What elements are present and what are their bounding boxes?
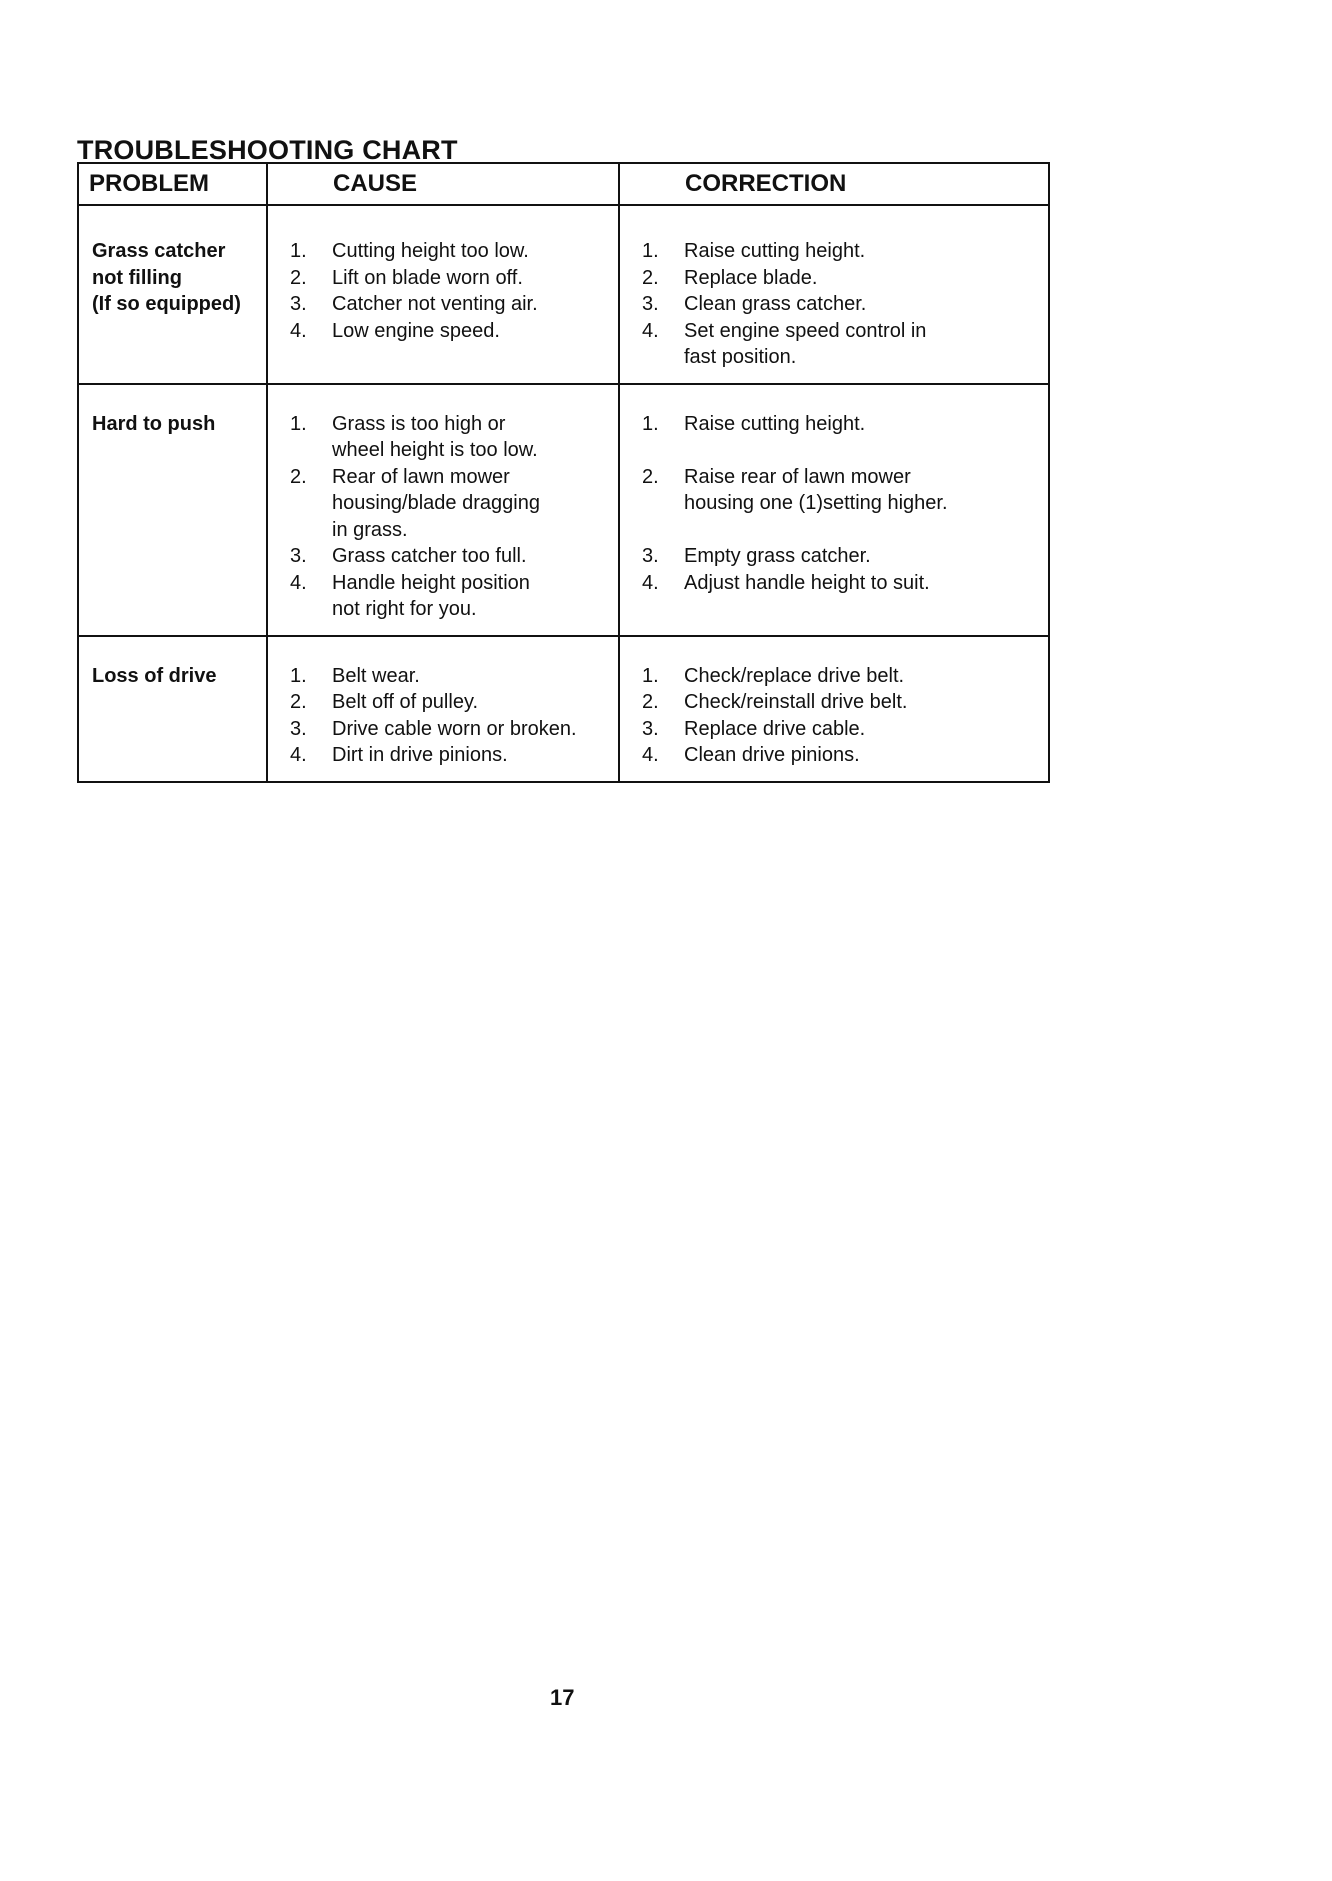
correction-number: 3. bbox=[642, 293, 659, 315]
cause-item bbox=[290, 318, 618, 345]
cause-number: 3. bbox=[290, 545, 307, 567]
table-header-row bbox=[78, 163, 1049, 205]
page-title: TROUBLESHOOTING CHART bbox=[77, 135, 458, 165]
page-number: 17 bbox=[550, 1685, 575, 1710]
cause-text bbox=[332, 291, 618, 318]
cause-cell bbox=[267, 384, 619, 636]
cause-line: housing/blade dragging bbox=[332, 492, 540, 514]
cause-item bbox=[290, 742, 618, 769]
problem-cell bbox=[78, 384, 267, 636]
correction-line: Raise cutting height. bbox=[684, 240, 866, 262]
correction-text bbox=[684, 411, 1048, 464]
correction-cell bbox=[619, 384, 1049, 636]
correction-number: 1. bbox=[642, 412, 659, 435]
correction-number: 4. bbox=[642, 744, 659, 766]
correction-item bbox=[642, 742, 1048, 769]
cause-item bbox=[290, 543, 618, 570]
cause-text bbox=[332, 265, 618, 292]
cause-text bbox=[332, 318, 618, 345]
problem-text: Loss of drive bbox=[92, 664, 217, 687]
cause-line: Dirt in drive pinions. bbox=[332, 744, 508, 766]
cause-item bbox=[290, 464, 618, 544]
cause-text bbox=[332, 570, 618, 623]
cause-line: Cutting height too low. bbox=[332, 240, 529, 262]
cause-number: 3. bbox=[290, 717, 307, 740]
correction-item bbox=[642, 716, 1048, 743]
cause-line: in grass. bbox=[332, 518, 408, 541]
cause-text bbox=[332, 238, 618, 265]
cause-item bbox=[290, 663, 618, 690]
cause-line: Lift on blade worn off. bbox=[332, 266, 523, 289]
cause-line: Low engine speed. bbox=[332, 319, 500, 342]
correction-item bbox=[642, 265, 1048, 292]
cause-item bbox=[290, 265, 618, 292]
problem-text: Grass catcher bbox=[92, 240, 226, 262]
correction-line: Empty grass catcher. bbox=[684, 545, 871, 567]
correction-number: 1. bbox=[642, 664, 659, 687]
correction-cell bbox=[619, 205, 1049, 384]
correction-number: 2. bbox=[642, 691, 659, 713]
cause-number: 1. bbox=[290, 412, 307, 435]
cause-item bbox=[290, 689, 618, 716]
correction-number: 4. bbox=[642, 571, 659, 594]
correction-line: Check/replace drive belt. bbox=[684, 664, 905, 687]
cause-number: 2. bbox=[290, 266, 307, 289]
correction-item bbox=[642, 689, 1048, 716]
correction-item bbox=[642, 318, 1048, 371]
problem-text: (If so equipped) bbox=[92, 293, 241, 315]
cause-text bbox=[332, 663, 618, 690]
correction-item bbox=[642, 464, 1048, 544]
troubleshooting-table bbox=[77, 162, 1050, 783]
correction-item bbox=[642, 663, 1048, 690]
cause-line: Grass is too high or bbox=[332, 412, 506, 435]
correction-line: Check/reinstall drive belt. bbox=[684, 691, 908, 713]
cause-item bbox=[290, 716, 618, 743]
correction-number: 2. bbox=[642, 266, 659, 289]
cause-number: 2. bbox=[290, 691, 307, 713]
cause-number: 4. bbox=[290, 319, 307, 342]
table-row bbox=[78, 205, 1049, 384]
header-problem: PROBLEM bbox=[78, 163, 267, 205]
correction-number: 1. bbox=[642, 240, 659, 262]
correction-line: Replace drive cable. bbox=[684, 717, 866, 740]
cause-text bbox=[332, 716, 618, 743]
cause-line: wheel height is too low. bbox=[332, 439, 538, 461]
correction-item bbox=[642, 238, 1048, 265]
cause-item bbox=[290, 238, 618, 265]
cause-item bbox=[290, 570, 618, 623]
correction-number: 3. bbox=[642, 545, 659, 567]
cause-item bbox=[290, 411, 618, 464]
cause-text bbox=[332, 689, 618, 716]
problem-text: not filling bbox=[92, 266, 182, 289]
correction-line: Clean grass catcher. bbox=[684, 293, 867, 315]
correction-line bbox=[684, 517, 1048, 544]
correction-item bbox=[642, 543, 1048, 570]
problem-cell bbox=[78, 205, 267, 384]
cause-line: Catcher not venting air. bbox=[332, 293, 538, 315]
cause-line: Drive cable worn or broken. bbox=[332, 717, 577, 740]
correction-text bbox=[684, 318, 1048, 371]
cause-number: 3. bbox=[290, 293, 307, 315]
correction-line: Raise rear of lawn mower bbox=[684, 465, 911, 488]
cause-cell bbox=[267, 636, 619, 782]
cause-line: Belt off of pulley. bbox=[332, 691, 479, 713]
correction-number: 4. bbox=[642, 319, 659, 342]
correction-text bbox=[684, 663, 1048, 690]
correction-line: fast position. bbox=[684, 346, 797, 368]
correction-line bbox=[684, 437, 1048, 464]
cause-line: Handle height position bbox=[332, 571, 530, 594]
header-correction: CORRECTION bbox=[619, 163, 1049, 205]
correction-line: Raise cutting height. bbox=[684, 412, 866, 435]
problem-cell bbox=[78, 636, 267, 782]
header-cause: CAUSE bbox=[267, 163, 619, 205]
cause-cell bbox=[267, 205, 619, 384]
correction-line: Clean drive pinions. bbox=[684, 744, 860, 766]
correction-line: Adjust handle height to suit. bbox=[684, 571, 930, 594]
table-body bbox=[78, 205, 1049, 782]
correction-text bbox=[684, 543, 1048, 570]
table-row bbox=[78, 636, 1049, 782]
correction-text bbox=[684, 742, 1048, 769]
cause-text bbox=[332, 411, 618, 464]
cause-item bbox=[290, 291, 618, 318]
cause-text bbox=[332, 742, 618, 769]
correction-text bbox=[684, 689, 1048, 716]
correction-line: Set engine speed control in bbox=[684, 319, 927, 342]
correction-item bbox=[642, 291, 1048, 318]
correction-line: housing one (1)setting higher. bbox=[684, 492, 948, 514]
cause-number: 1. bbox=[290, 240, 307, 262]
correction-line: Replace blade. bbox=[684, 266, 818, 289]
correction-text bbox=[684, 265, 1048, 292]
correction-text bbox=[684, 716, 1048, 743]
cause-line: not right for you. bbox=[332, 598, 477, 620]
cause-number: 4. bbox=[290, 571, 307, 594]
problem-text: Hard to push bbox=[92, 412, 216, 435]
correction-item bbox=[642, 411, 1048, 464]
correction-cell bbox=[619, 636, 1049, 782]
cause-number: 1. bbox=[290, 664, 307, 687]
cause-text bbox=[332, 543, 618, 570]
correction-item bbox=[642, 570, 1048, 597]
cause-line: Grass catcher too full. bbox=[332, 545, 527, 567]
correction-text bbox=[684, 464, 1048, 544]
correction-number: 2. bbox=[642, 465, 659, 488]
correction-text bbox=[684, 238, 1048, 265]
cause-number: 2. bbox=[290, 465, 307, 488]
cause-number: 4. bbox=[290, 744, 307, 766]
correction-number: 3. bbox=[642, 717, 659, 740]
cause-text bbox=[332, 464, 618, 544]
correction-text bbox=[684, 291, 1048, 318]
cause-line: Belt wear. bbox=[332, 664, 420, 687]
correction-text bbox=[684, 570, 1048, 597]
table-row bbox=[78, 384, 1049, 636]
cause-line: Rear of lawn mower bbox=[332, 465, 510, 488]
